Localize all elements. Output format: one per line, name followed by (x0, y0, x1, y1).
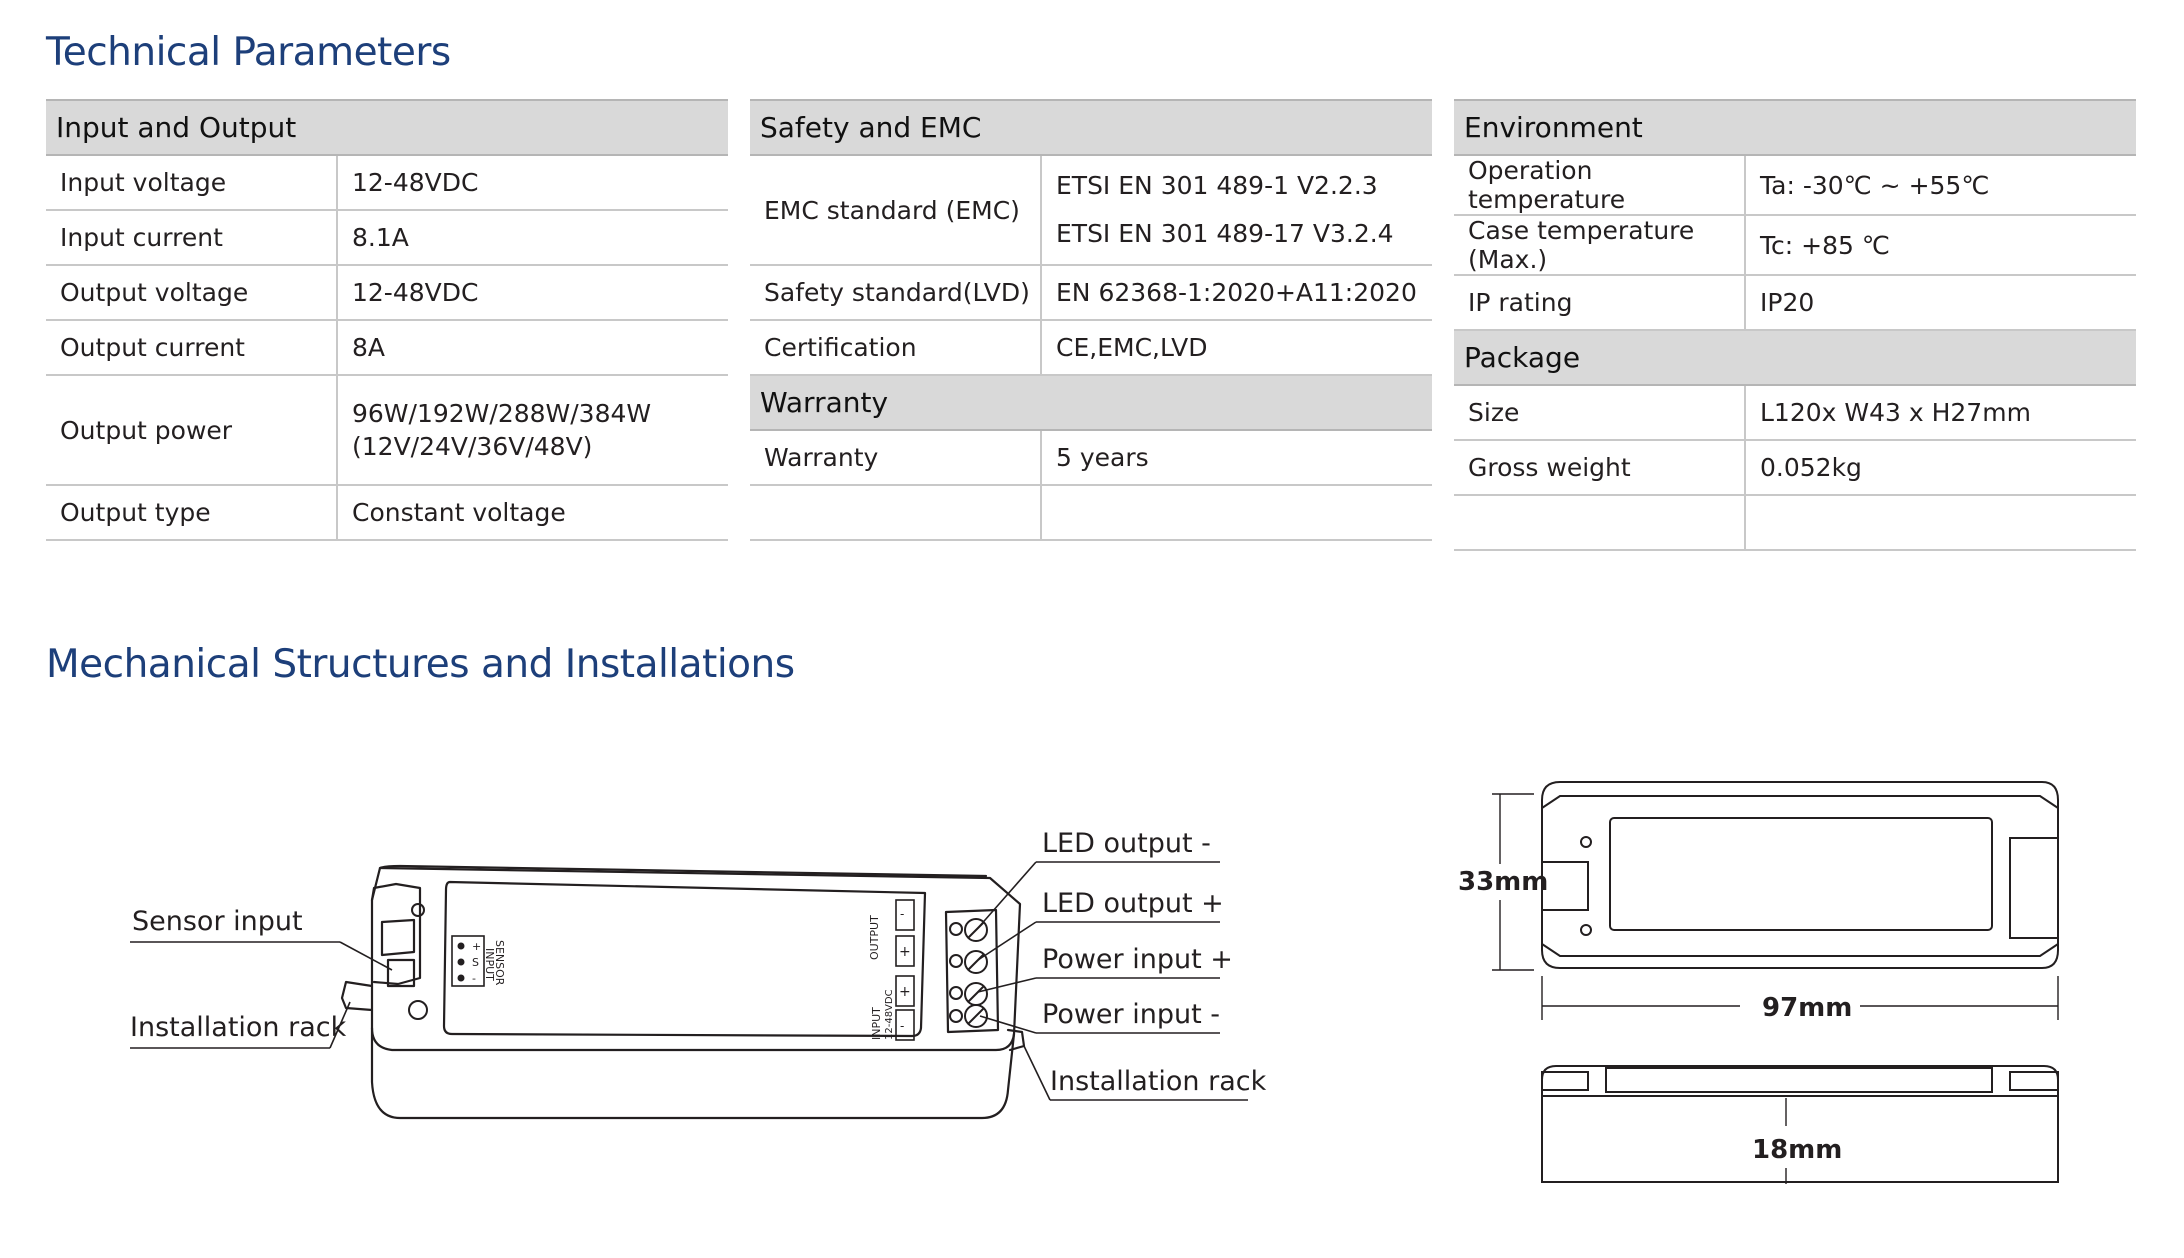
width-dimension-label: 97mm (1762, 993, 1853, 1023)
row-label: Safety standard(LVD) (750, 265, 1041, 320)
warranty-header: Warranty (750, 375, 1432, 430)
power-input-plus-label: Power input + (1042, 944, 1233, 975)
height-dimension-label: 33mm (1458, 867, 1549, 897)
led-output-plus-label: LED output + (1042, 888, 1224, 919)
row-label: Operation temperature (1454, 155, 1745, 215)
value-line: 96W/192W/288W/384W (352, 399, 652, 428)
device-outline (342, 866, 1024, 1118)
row-value: 8.1A (337, 210, 728, 265)
led-output-minus-label: LED output - (1042, 828, 1211, 859)
value-line: ETSI EN 301 489-17 V3.2.4 (1056, 219, 1394, 248)
in-plus-sign: + (899, 984, 911, 1000)
row-label: Output type (46, 485, 337, 540)
row-value: 5 years (1041, 430, 1432, 485)
depth-dimension-label: 18mm (1752, 1135, 1843, 1165)
sensor-pins (458, 943, 465, 982)
row-label: Gross weight (1454, 440, 1745, 495)
row-value: Ta: -30℃ ~ +55℃ (1745, 155, 2136, 215)
value-line: (12V/24V/36V/48V) (352, 432, 593, 461)
sensor-text: SENSOR (493, 940, 506, 986)
pin-minus-label: - (472, 972, 476, 985)
out-minus-sign: - (900, 907, 905, 921)
row-label: Size (1454, 385, 1745, 440)
package-header: Package (1454, 330, 2136, 385)
row-label: Input voltage (46, 155, 337, 210)
row-value: IP20 (1745, 275, 2136, 330)
row-label: Case temperature (Max.) (1454, 215, 1745, 275)
row-value: Constant voltage (337, 485, 728, 540)
safety-emc-header: Safety and EMC (750, 100, 1432, 155)
row-label: IP rating (1454, 275, 1745, 330)
installation-rack-left-label: Installation rack (130, 1012, 347, 1043)
value-line: ETSI EN 301 489-1 V2.2.3 (1056, 171, 1378, 200)
row-value: 0.052kg (1745, 440, 2136, 495)
mechanical-structures-title: Mechanical Structures and Installations (46, 642, 795, 687)
technical-parameters-title: Technical Parameters (46, 30, 451, 75)
environment-header: Environment (1454, 100, 2136, 155)
output-minus-box (896, 900, 914, 930)
pin-plus-label: + (472, 940, 482, 953)
input-voltage-text: 12-48VDC (884, 989, 895, 1040)
installation-rack-right-label: Installation rack (1050, 1066, 1267, 1097)
row-label: Output voltage (46, 265, 337, 320)
sensor-input-label: Sensor input (132, 906, 303, 937)
row-label: Input current (46, 210, 337, 265)
row-value: 12-48VDC (337, 265, 728, 320)
row-label: Certification (750, 320, 1041, 375)
row-value: 12-48VDC (337, 155, 728, 210)
sensor-input-text: INPUT (483, 948, 496, 981)
top-view (1542, 782, 2058, 968)
row-value: L120x W43 x H27mm (1745, 385, 2136, 440)
row-label: EMC standard (EMC) (750, 155, 1041, 265)
pin-s-label: S (472, 956, 479, 969)
input-text: INPUT (870, 1007, 883, 1040)
power-input-minus-label: Power input - (1042, 999, 1220, 1030)
row-label: Warranty (750, 430, 1041, 485)
row-label: Output power (46, 375, 337, 485)
top-view-dimension-lines (1492, 794, 2058, 1020)
out-plus-sign: + (899, 944, 911, 960)
row-value: CE,EMC,LVD (1041, 320, 1432, 375)
input-output-header: Input and Output (46, 100, 728, 155)
output-text: OUTPUT (868, 915, 881, 960)
row-label: Output current (46, 320, 337, 375)
row-value: Tc: +85 ℃ (1745, 215, 2136, 275)
row-value: 8A (337, 320, 728, 375)
row-value: EN 62368-1:2020+A11:2020 (1041, 265, 1432, 320)
in-minus-sign: - (900, 1019, 905, 1033)
